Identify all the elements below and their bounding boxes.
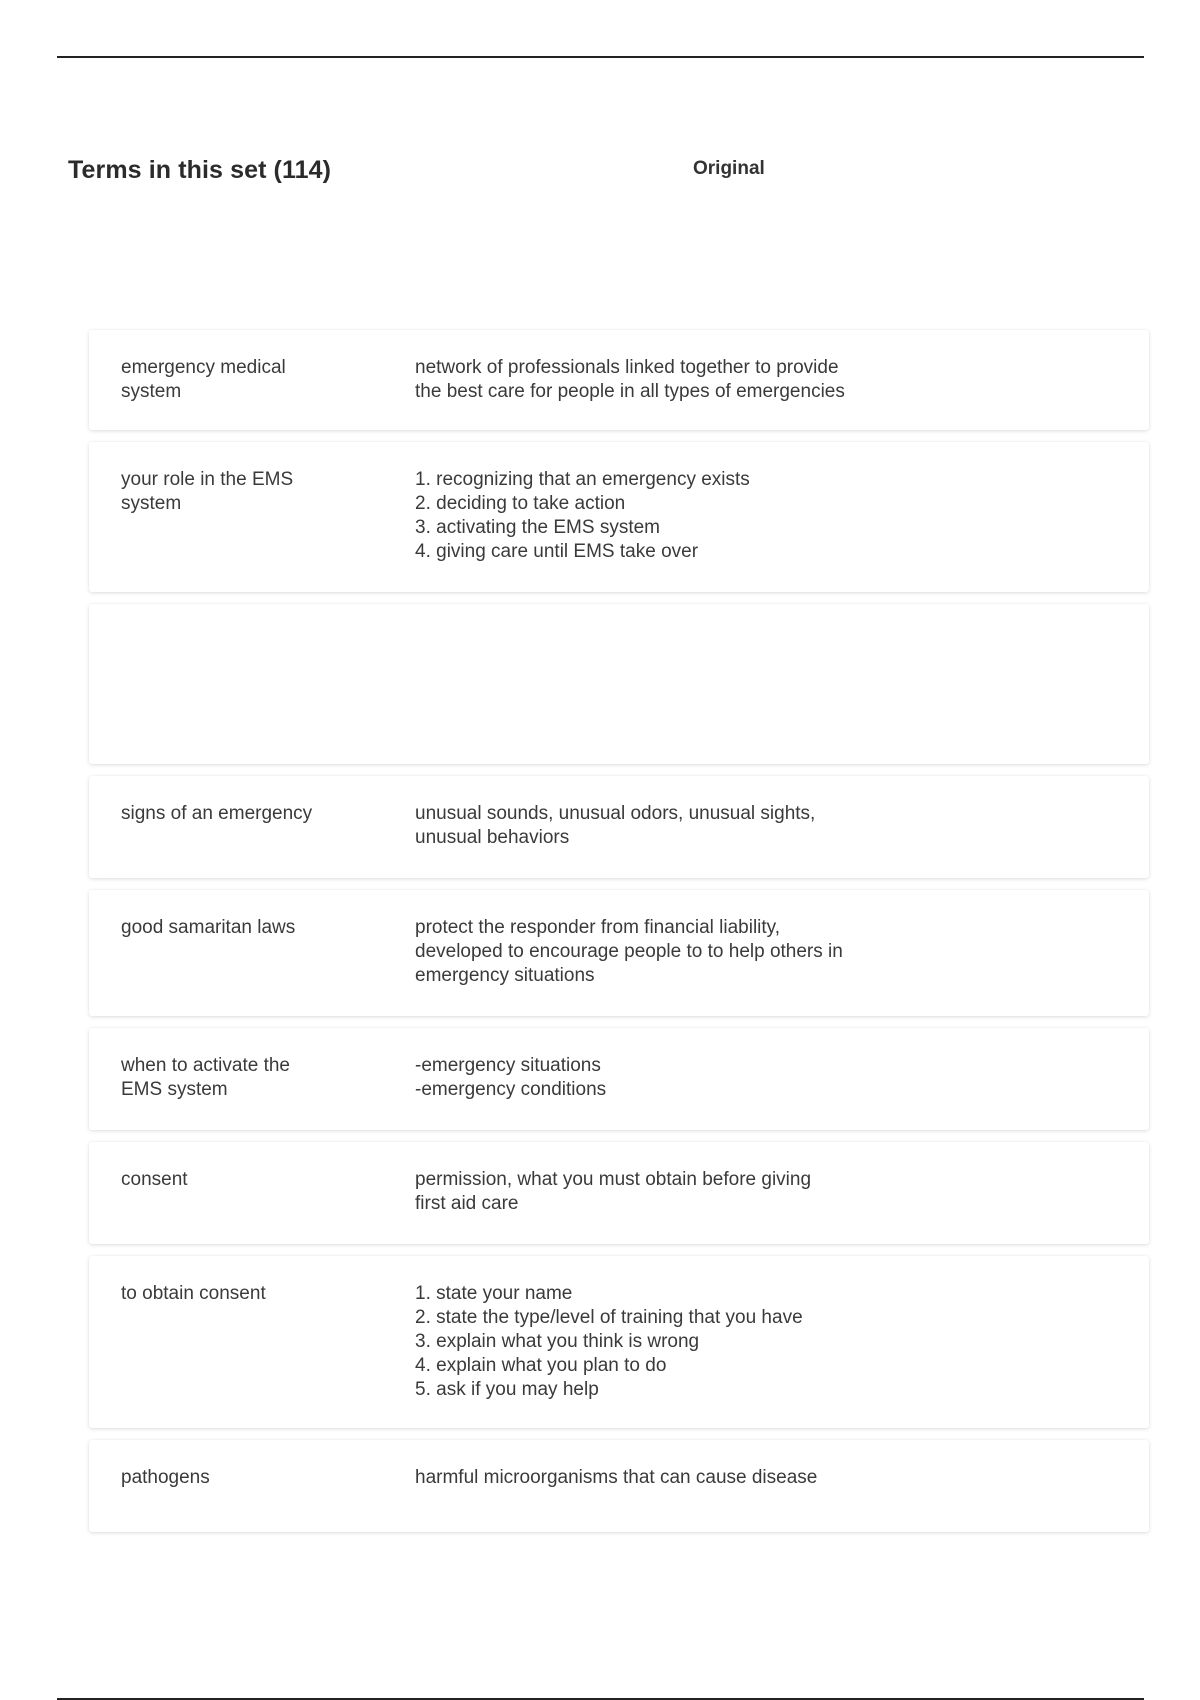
term-card xyxy=(89,1142,1149,1244)
definition-text: 1. recognizing that an emergency exists 2. deciding to take action 3. activating the EMS system 4. giving care until EMS take over xyxy=(415,469,750,562)
definition-text: protect the responder from financial liability, developed to encourage people to to help others in emergency situations xyxy=(415,917,843,986)
term-list xyxy=(89,330,1149,1544)
term-card xyxy=(89,330,1149,430)
term-text: emergency medical system xyxy=(121,357,286,402)
definition-text xyxy=(415,630,1149,764)
term-card xyxy=(89,1256,1149,1428)
term-text: good samaritan laws xyxy=(121,917,296,938)
term-card xyxy=(89,442,1149,592)
term-card-empty xyxy=(89,604,1149,764)
definition-text: -emergency situations -emergency conditions xyxy=(415,1055,607,1100)
term-card xyxy=(89,1028,1149,1130)
term-card xyxy=(89,890,1149,1016)
term-text: pathogens xyxy=(121,1467,210,1488)
definition-text: network of professionals linked together to provide the best care for people in all types of emergencies xyxy=(415,357,845,402)
term-text: your role in the EMS system xyxy=(121,469,294,514)
term-text: signs of an emergency xyxy=(121,803,313,824)
tab-original[interactable]: Original xyxy=(693,158,765,179)
definition-text: harmful microorganisms that can cause disease xyxy=(415,1467,818,1488)
set-title: Terms in this set (114) xyxy=(68,156,332,184)
term-text xyxy=(121,630,415,764)
term-card xyxy=(89,1440,1149,1532)
definition-text: unusual sounds, unusual odors, unusual sights, unusual behaviors xyxy=(415,803,816,848)
term-text: when to activate the EMS system xyxy=(121,1055,290,1100)
definition-text: 1. state your name 2. state the type/level of training that you have 3. explain what you think is wrong 4. explain what you plan to do 5. ask if you may help xyxy=(415,1283,803,1400)
top-divider xyxy=(57,56,1144,58)
term-text: to obtain consent xyxy=(121,1283,266,1304)
definition-text: permission, what you must obtain before giving first aid care xyxy=(415,1169,812,1214)
term-text: consent xyxy=(121,1169,188,1190)
term-card xyxy=(89,776,1149,878)
